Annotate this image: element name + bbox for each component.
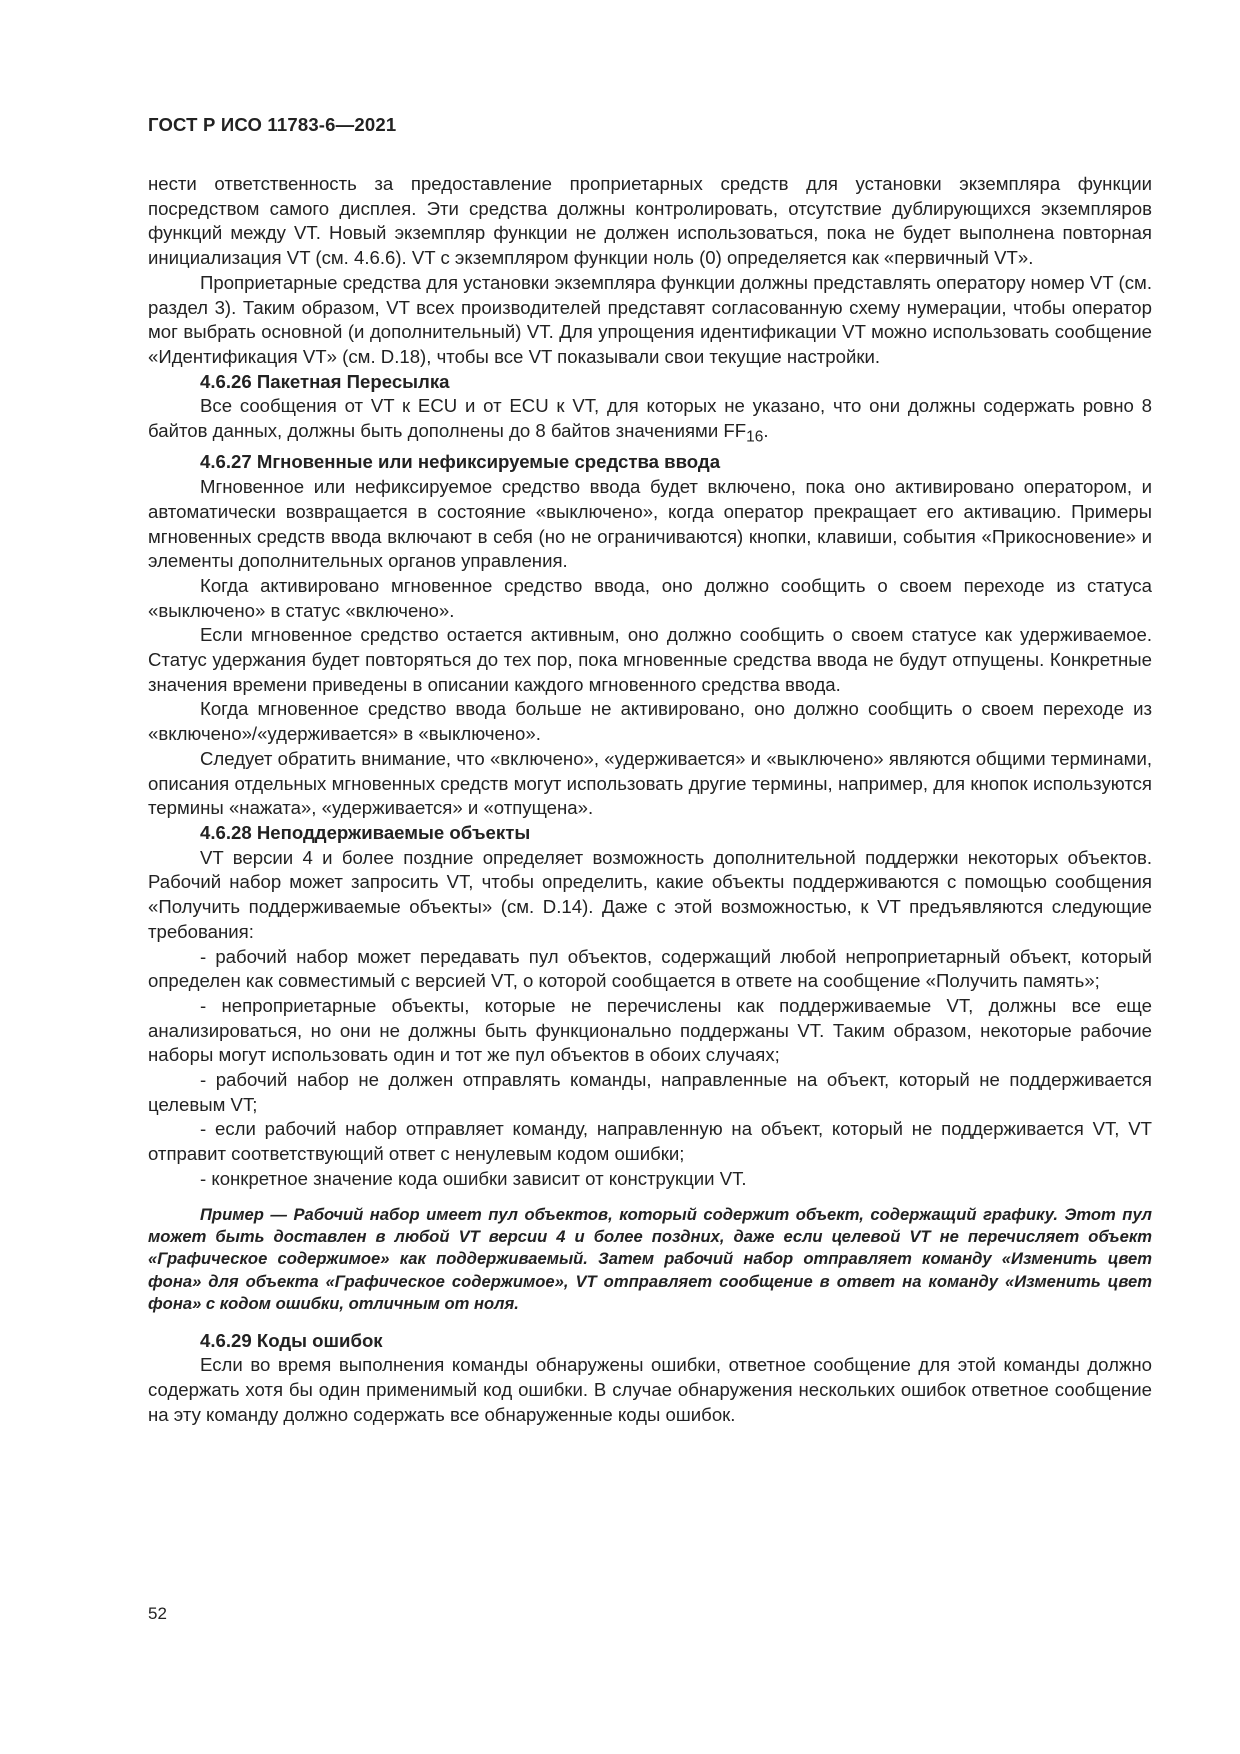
paragraph: Когда активировано мгновенное средство ввода, оно должно сообщить о своем переходе из статуса «выключено» в статус «включено». (148, 574, 1152, 621)
list-item: - если рабочий набор отправляет команду, направленную на объект, который не поддерживается VT, VT отправит соответствующий ответ с ненулевым кодом ошибки; (148, 1118, 1152, 1165)
paragraph-end: . (763, 420, 769, 442)
page-number: 52 (148, 1604, 167, 1623)
paragraph: Проприетарные средства для установки экземпляра функции должны представлять оператору номер VT (см. раздел 3). Таким образом, VT всех производителей представят согласованную схему нумерации, чтобы оператор мог выбрать основной (и дополнительный) VT. Для упрощения идентификации VT можно использовать сообщение «Идентификация VT» (см. D.18), чтобы все VT показывали свои текущие настройки. (148, 271, 1152, 367)
paragraph: Когда мгновенное средство ввода больше не активировано, оно должно сообщить о своем переходе из «включено»/«удерживается» в «выключено». (148, 698, 1152, 745)
document-body (148, 172, 1152, 1427)
paragraph: Мгновенное или нефиксируемое средство ввода будет включено, пока оно активировано оператором, и автоматически возвращается в состояние «выключено», когда оператор прекращает его активацию. Примеры мгновенных средств ввода включают в себя (но не ограничиваются) кнопки, клавиши, события «Прикосновение» и элементы дополнительных органов управления. (148, 476, 1152, 572)
paragraph (148, 394, 1152, 450)
example-note: Пример — Рабочий набор имеет пул объектов, который содержит объект, содержащий графику. Этот пул может быть доставлен в любой VT версии 4 и более поздних, даже если целевой VT не перечисляет объект «Графическое содержимое» как поддерживаемый. Затем рабочий набор отправляет команду «Изменить цвет фона» для объекта «Графическое содержимое», VT отправляет сообщение в ответ на команду «Изменить цвет фона» с кодом ошибки, отличным от ноля. (148, 1204, 1152, 1314)
paragraph: Следует обратить внимание, что «включено», «удерживается» и «выключено» являются общими терминами, описания отдельных мгновенных средств могут использовать другие термины, например, для кнопок используются термины «нажата», «удерживается» и «отпущена». (148, 747, 1152, 819)
list-item: - непроприетарные объекты, которые не перечислены как поддерживаемые VT, должны все еще анализироваться, но они не должны быть функционально поддержаны VT. Таким образом, некоторые рабочие наборы могут использовать один и тот же пул объектов в обоих случаях; (148, 994, 1152, 1066)
section-heading-4-6-27: 4.6.27 Мгновенные или нефиксируемые средства ввода (200, 451, 721, 473)
paragraph: VT версии 4 и более поздние определяет возможность дополнительной поддержки некоторых объектов. Рабочий набор может запросить VT, чтобы определить, какие объекты поддерживаются с помощью сообщения «Получить поддерживаемые объекты» (см. D.14). Даже с этой возможностью, к VT предъявляются следующие требования: (148, 846, 1152, 942)
section-heading-4-6-28: 4.6.28 Неподдерживаемые объекты (200, 822, 531, 843)
list-item: - рабочий набор не должен отправлять команды, направленные на объект, который не поддерживается целевым VT; (148, 1069, 1152, 1115)
paragraph-text: Все сообщения от VT к ECU и от ECU к VT, для которых не указано, что они должны содержать ровно 8 байтов данных, должны быть дополнены до 8 байтов значениями FF (148, 395, 1152, 442)
paragraph: Если мгновенное средство остается активным, оно должно сообщить о своем статусе как удерживаемое. Статус удержания будет повторяться до тех пор, пока мгновенные средства ввода не будут отпущены. Конкретные значения времени приведены в описании каждого мгновенного средства ввода. (148, 624, 1152, 695)
section-heading-4-6-26: 4.6.26 Пакетная Пересылка (200, 370, 450, 392)
paragraph: Если во время выполнения команды обнаружены ошибки, ответное сообщение для этой команды должно содержать хотя бы один применимый код ошибки. В случае обнаружения нескольких ошибок ответное сообщение на эту команду должно содержать все обнаруженные коды ошибок. (148, 1354, 1152, 1425)
section-heading-4-6-29: 4.6.29 Коды ошибок (200, 1329, 383, 1351)
list-item: - конкретное значение кода ошибки зависит от конструкции VT. (200, 1167, 747, 1189)
list-item: - рабочий набор может передавать пул объектов, содержащий любой непроприетарный объект, который определен как совместимый с версией VT, о которой сообщается в ответе на сообщение «Получить память»; (148, 945, 1152, 992)
paragraph: нести ответственность за предоставление проприетарных средств для установки экземпляра функции посредством самого дисплея. Эти средства должны контролировать, отсутствие дублирующихся экземпляров функций между VT. Новый экземпляр функции не должен использоваться, пока не будет выполнена повторная инициализация VT (см. 4.6.6). VT с экземпляром функции ноль (0) определяется как «первичный VT». (148, 173, 1152, 269)
subscript: 16 (746, 428, 764, 446)
document-header: ГОСТ Р ИСО 11783-6—2021 (148, 114, 397, 135)
